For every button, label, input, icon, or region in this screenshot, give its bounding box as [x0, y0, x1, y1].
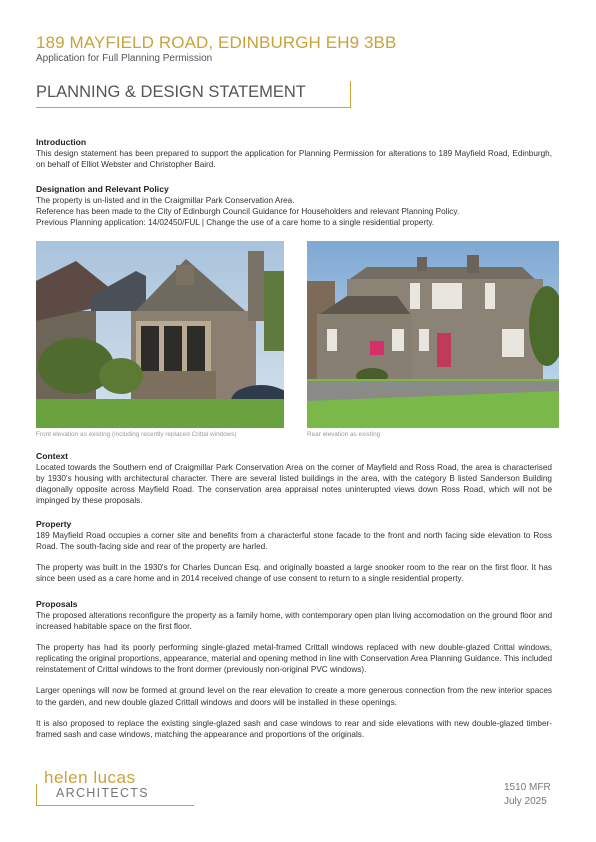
front-photo-caption: Front elevation as existing (including recently replaced Crittal windows) [36, 431, 237, 438]
designation-heading: Designation and Relevant Policy [36, 184, 169, 194]
rear-photo-caption: Rear elevation as existing [307, 431, 381, 438]
logo-name: helen lucas [44, 768, 136, 787]
front-elevation-image [36, 241, 284, 428]
rear-elevation-image [307, 241, 559, 428]
application-type: Application for Full Planning Permission [36, 53, 213, 64]
designation-line: Previous Planning application: 14/02450/FUL | Change the use of a care home to a single residential property. [36, 218, 435, 228]
proposals-section [36, 599, 552, 740]
logo-rule-vertical [36, 784, 37, 806]
proposals-heading: Proposals [36, 599, 78, 609]
designation-line: Reference has been made to the City of Edinburgh Council Guidance for Householders and relevant Planning Policy. [36, 207, 460, 217]
rear-elevation-photo [307, 241, 559, 428]
introduction-heading: Introduction [36, 137, 87, 147]
document-reference: 1510 MFR [504, 782, 551, 793]
property-heading: Property [36, 519, 72, 529]
property-section [36, 519, 552, 584]
context-section [36, 451, 552, 506]
logo-rule-horizontal [36, 805, 194, 806]
project-address: 189 MAYFIELD ROAD, EDINBURGH EH9 3BB [36, 33, 397, 52]
introduction-text: This design statement has been prepared to support the application for Planning Permission for alterations to 189 Mayfield Road, Edinburgh, on behalf of Elliot Webster and Christopher Baird. [36, 149, 552, 170]
property-text: 189 Mayfield Road occupies a corner site and benefits from a characterful stone facade to the front and north facing side elevation to Ross Road. The south-facing side and rear of the property are harled. [36, 531, 552, 552]
proposals-text: The proposed alterations reconfigure the property as a family home, with contemporary open plan living accomodation on the ground floor and increased habitable space on the first floor. [36, 611, 552, 632]
document-date: July 2025 [504, 796, 547, 807]
property-text: The property was built in the 1930's for Charles Duncan Esq. and originally boasted a large snooker room to the rear on the first floor. It has since been used as a care home and in 2014 received change of use consent to return to a single residential property. [36, 563, 552, 584]
designation-section [36, 184, 552, 228]
context-text: Located towards the Southern end of Craigmillar Park Conservation Area on the corner of Mayfield and Ross Road, the area is characterised by 1930's housing with architectural character. There are several listed buildings in the area, with the category B listed Sanderson Building diagonally opposite across Mayfield Road. The conservation area appraisal notes uninterupted views down Ross Road, which will not be impinged by these proposals. [36, 463, 552, 506]
proposals-text: Larger openings will now be formed at ground level on the rear elevation to create a more generous connection from the new interior spaces to the garden, and new double glazed Crittall windows and doors will be installed in these openings. [36, 686, 552, 707]
introduction-section [36, 137, 552, 170]
proposals-text: The property has had its poorly performing single-glazed metal-framed Crittall windows replaced with new double-glazed Crittal windows, replicating the original proportions, appearance, material and opening method in line with Conservation Area Planning Guidance. This included reinstatement of Crittal windows to the front dormer (previously non-original PVC windows). [36, 643, 552, 675]
logo-subtitle: ARCHITECTS [56, 786, 149, 800]
front-elevation-photo [36, 241, 284, 428]
designation-line: The property is un-listed and in the Craigmillar Park Conservation Area. [36, 196, 295, 205]
page-title: PLANNING & DESIGN STATEMENT [36, 83, 306, 101]
context-heading: Context [36, 451, 68, 461]
proposals-text: It is also proposed to replace the existing single-glazed sash and case windows to rear and side elevations with new double-glazed timber-framed sash and case windows, matching the appearance and proportions of the originals. [36, 718, 552, 739]
